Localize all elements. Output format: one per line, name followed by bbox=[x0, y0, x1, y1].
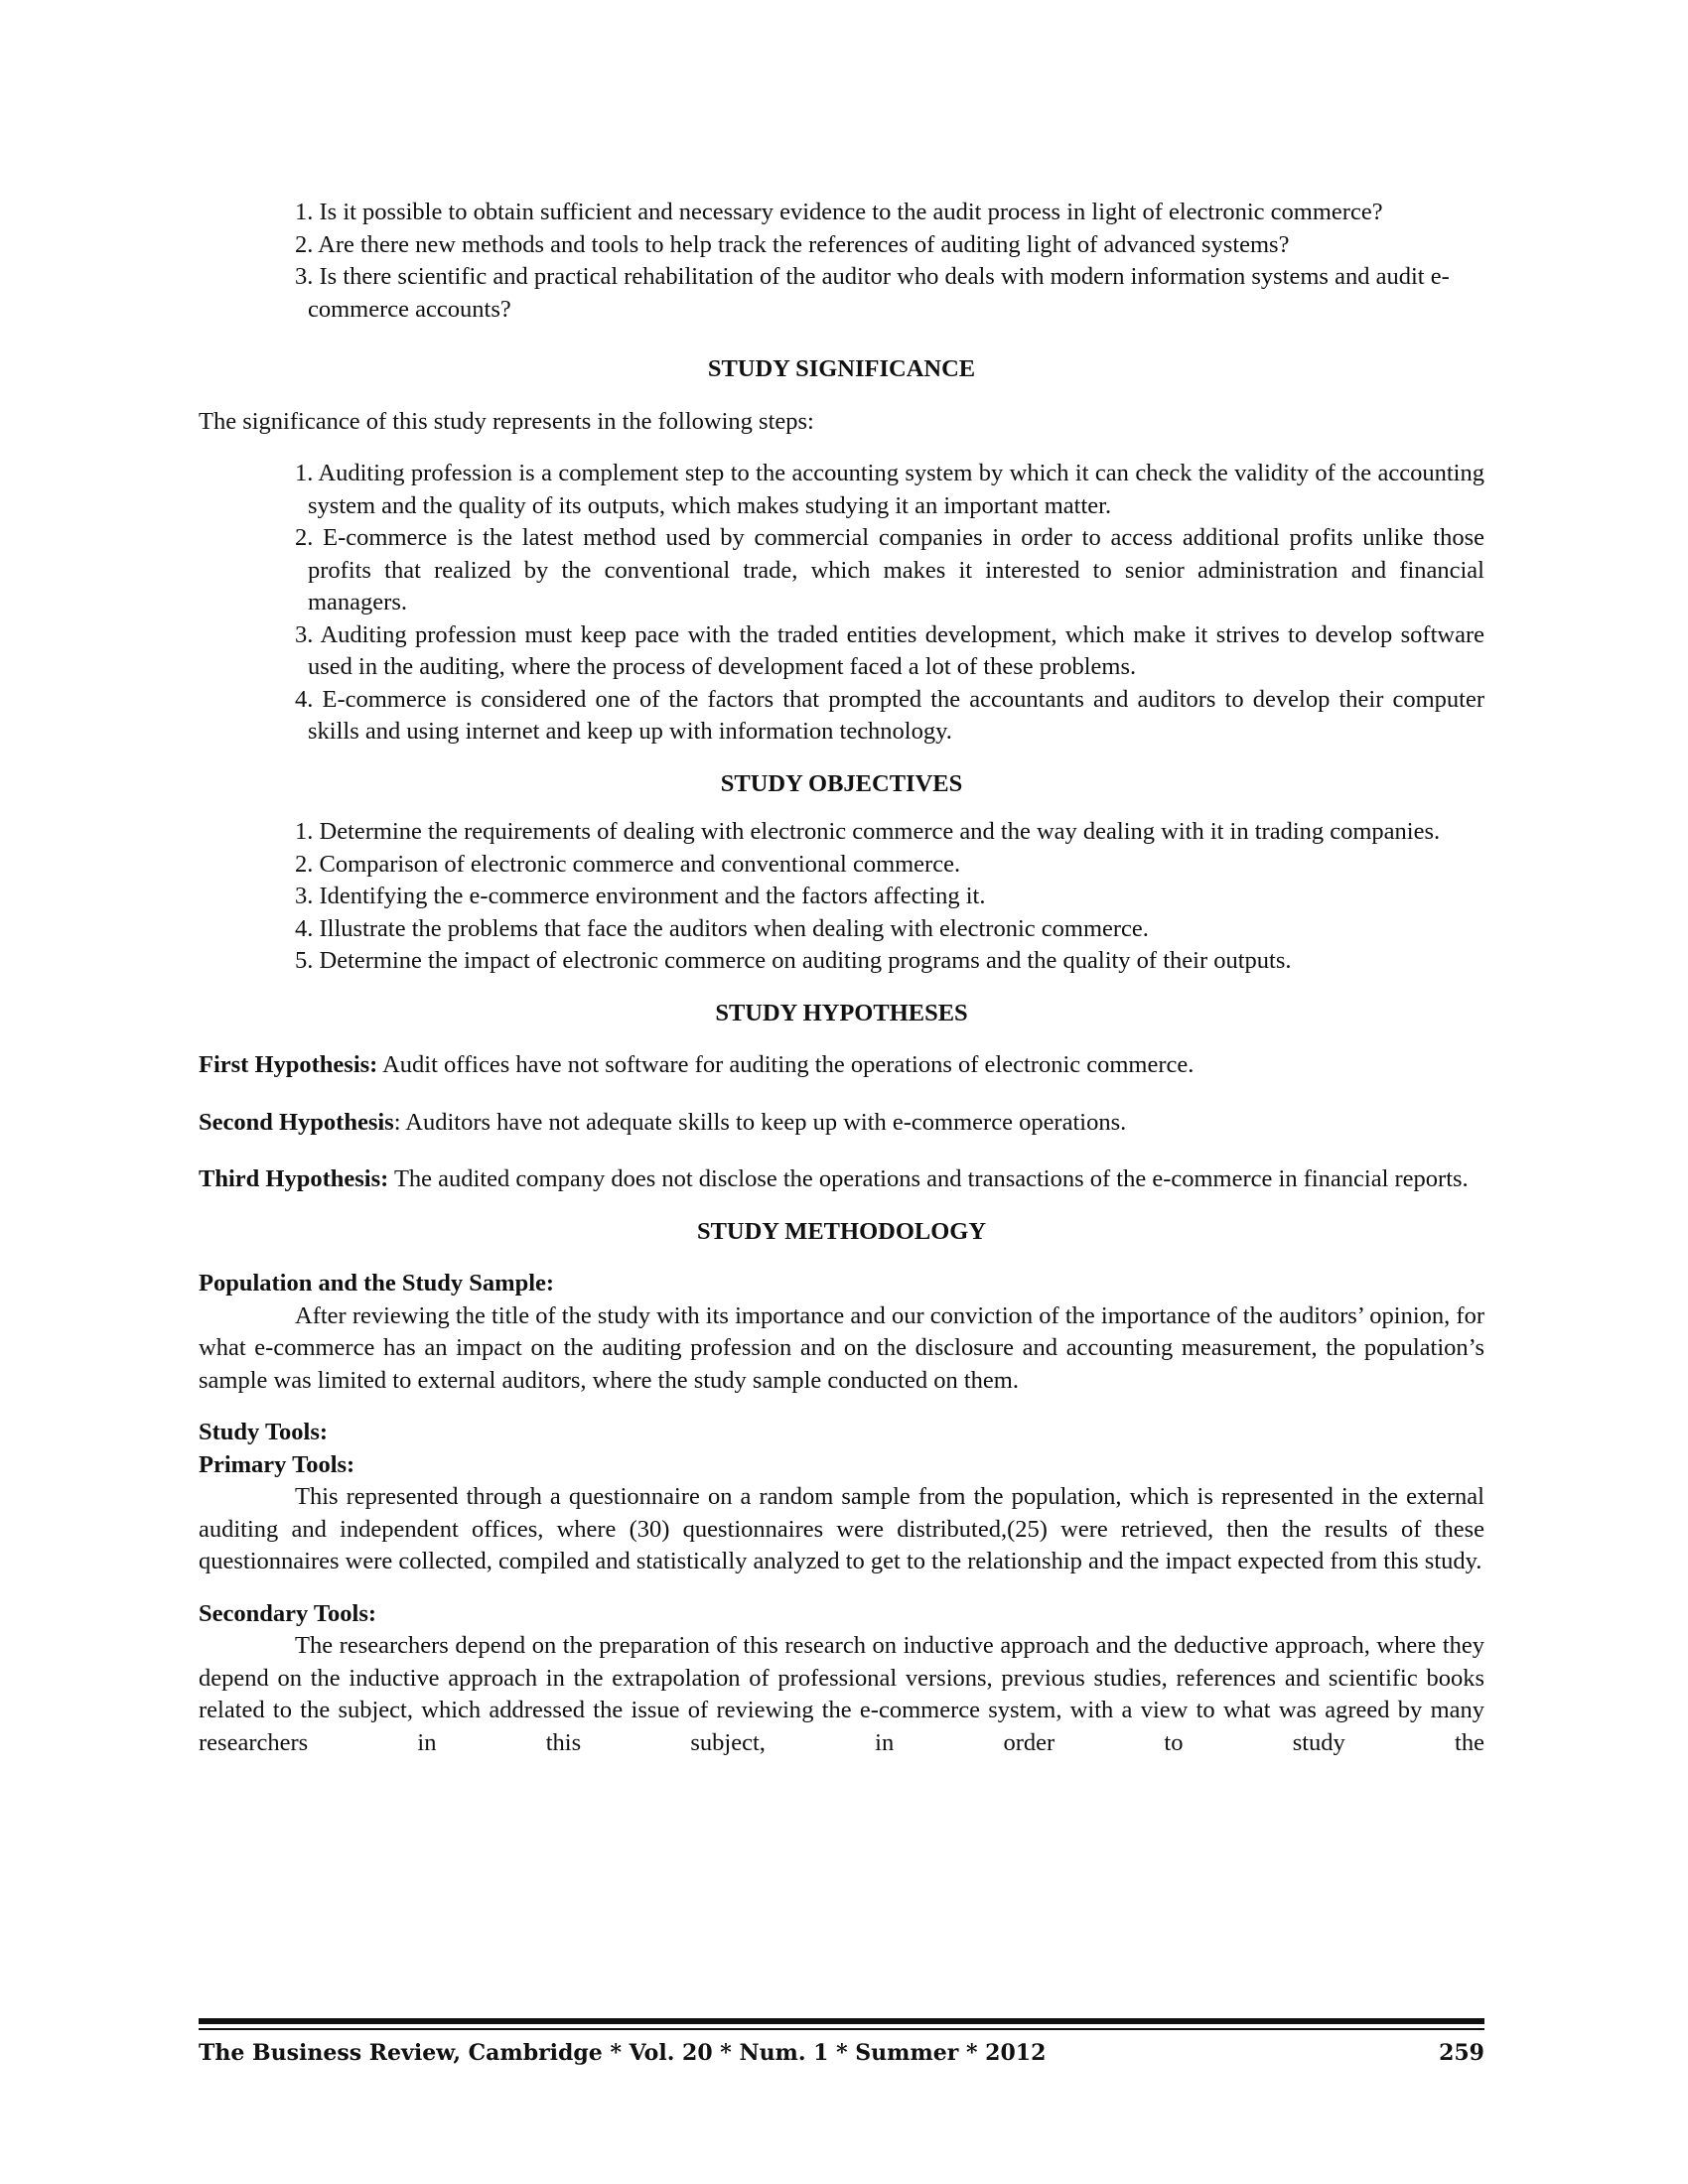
list-item: 2. E-commerce is the latest method used by commercial companies in order to access additional profits unlike those profits that realized by the conventional trade, which makes it interested to senior administration and financial managers. bbox=[295, 524, 1484, 615]
significance-list bbox=[199, 458, 1484, 749]
hypothesis-second bbox=[199, 1107, 1484, 1140]
hypothesis-label: Third Hypothesis: bbox=[199, 1165, 389, 1192]
hypothesis-label: Second Hypothesis bbox=[199, 1108, 394, 1136]
list-item: 5. Determine the impact of electronic commerce on auditing programs and the quality of their outputs. bbox=[295, 947, 1292, 974]
footer-rule-thick bbox=[199, 2018, 1484, 2024]
secondary-tools-subheading: Secondary Tools: bbox=[199, 1599, 377, 1627]
footer-rule-thin bbox=[199, 2028, 1484, 2030]
page-footer bbox=[199, 2040, 1484, 2066]
list-item: 2. Comparison of electronic commerce and conventional commerce. bbox=[295, 850, 961, 878]
secondary-tools-paragraph: The researchers depend on the preparation of this research on inductive approach and the deductive approach, where they depend on the inductive approach in the extrapolation of professional versions, previous studies, references and scientific books related to the subject, which addressed the issue of reviewing the e-commerce system, with a view to what was agreed by many researchers in this subject, in order to study the bbox=[199, 1632, 1484, 1756]
hypothesis-third bbox=[199, 1163, 1484, 1196]
primary-tools-subheading: Primary Tools: bbox=[199, 1450, 355, 1478]
section-heading-significance: STUDY SIGNIFICANCE bbox=[707, 355, 976, 382]
section-heading-objectives: STUDY OBJECTIVES bbox=[720, 769, 963, 797]
list-item: 2. Are there new methods and tools to help track the references of auditing light of advanced systems? bbox=[295, 230, 1290, 258]
page-number: 259 bbox=[1439, 2040, 1484, 2066]
list-item: 3. Auditing profession must keep pace with the traded entities development, which make it strives to develop software used in the auditing, where the process of development faced a lot of these problems. bbox=[295, 620, 1484, 680]
significance-intro: The significance of this study represents in the following steps: bbox=[199, 407, 814, 435]
research-questions-list bbox=[199, 197, 1484, 326]
hypothesis-text: The audited company does not disclose the operations and transactions of the e-commerce in financial reports. bbox=[388, 1165, 1469, 1192]
primary-tools-paragraph: This represented through a questionnaire on a random sample from the population, which is represented in the external auditing and independent offices, where (30) questionnaires were distributed,(25) were retrieved, then the results of these questionnaires were collected, compiled and statistically analyzed to get to the relationship and the impact expected from this study. bbox=[199, 1483, 1484, 1574]
list-item: 4. E-commerce is considered one of the factors that prompted the accountants and auditors to develop their computer skills and using internet and keep up with information technology. bbox=[295, 685, 1484, 745]
page-body bbox=[199, 197, 1484, 1759]
section-heading-hypotheses: STUDY HYPOTHESES bbox=[715, 999, 968, 1026]
hypothesis-label: First Hypothesis: bbox=[199, 1051, 378, 1078]
hypothesis-text: : Auditors have not adequate skills to keep up with e-commerce operations. bbox=[393, 1108, 1127, 1136]
objectives-list bbox=[199, 816, 1484, 978]
list-item: 3. Identifying the e-commerce environment and the factors affecting it. bbox=[295, 883, 986, 909]
study-tools-subheading: Study Tools: bbox=[199, 1419, 329, 1445]
list-item: 3. Is there scientific and practical rehabilitation of the auditor who deals with modern information systems and audit e-commerce accounts? bbox=[295, 263, 1450, 323]
hypothesis-text: Audit offices have not software for auditing the operations of electronic commerce. bbox=[377, 1051, 1195, 1078]
list-item: 4. Illustrate the problems that face the auditors when dealing with electronic commerce. bbox=[295, 914, 1149, 942]
list-item: 1. Auditing profession is a complement step to the accounting system by which it can check the validity of the accounting system and the quality of its outputs, which makes studying it an important matter. bbox=[295, 460, 1484, 519]
list-item: 1. Determine the requirements of dealing with electronic commerce and the way dealing with it in trading companies. bbox=[295, 818, 1441, 845]
hypothesis-first bbox=[199, 1049, 1484, 1082]
journal-citation: The Business Review, Cambridge * Vol. 20 * Num. 1 * Summer * 2012 bbox=[199, 2040, 1047, 2066]
population-paragraph: After reviewing the title of the study with its importance and our conviction of the importance of the auditors’ opinion, for what e-commerce has an impact on the auditing profession and on the disclosure and accounting measurement, the population’s sample was limited to external auditors, where the study sample conducted on them. bbox=[199, 1301, 1484, 1394]
section-heading-methodology: STUDY METHODOLOGY bbox=[696, 1217, 987, 1245]
list-item: 1. Is it possible to obtain sufficient and necessary evidence to the audit process in light of electronic commerce? bbox=[295, 199, 1383, 225]
population-subheading: Population and the Study Sample: bbox=[199, 1270, 555, 1297]
